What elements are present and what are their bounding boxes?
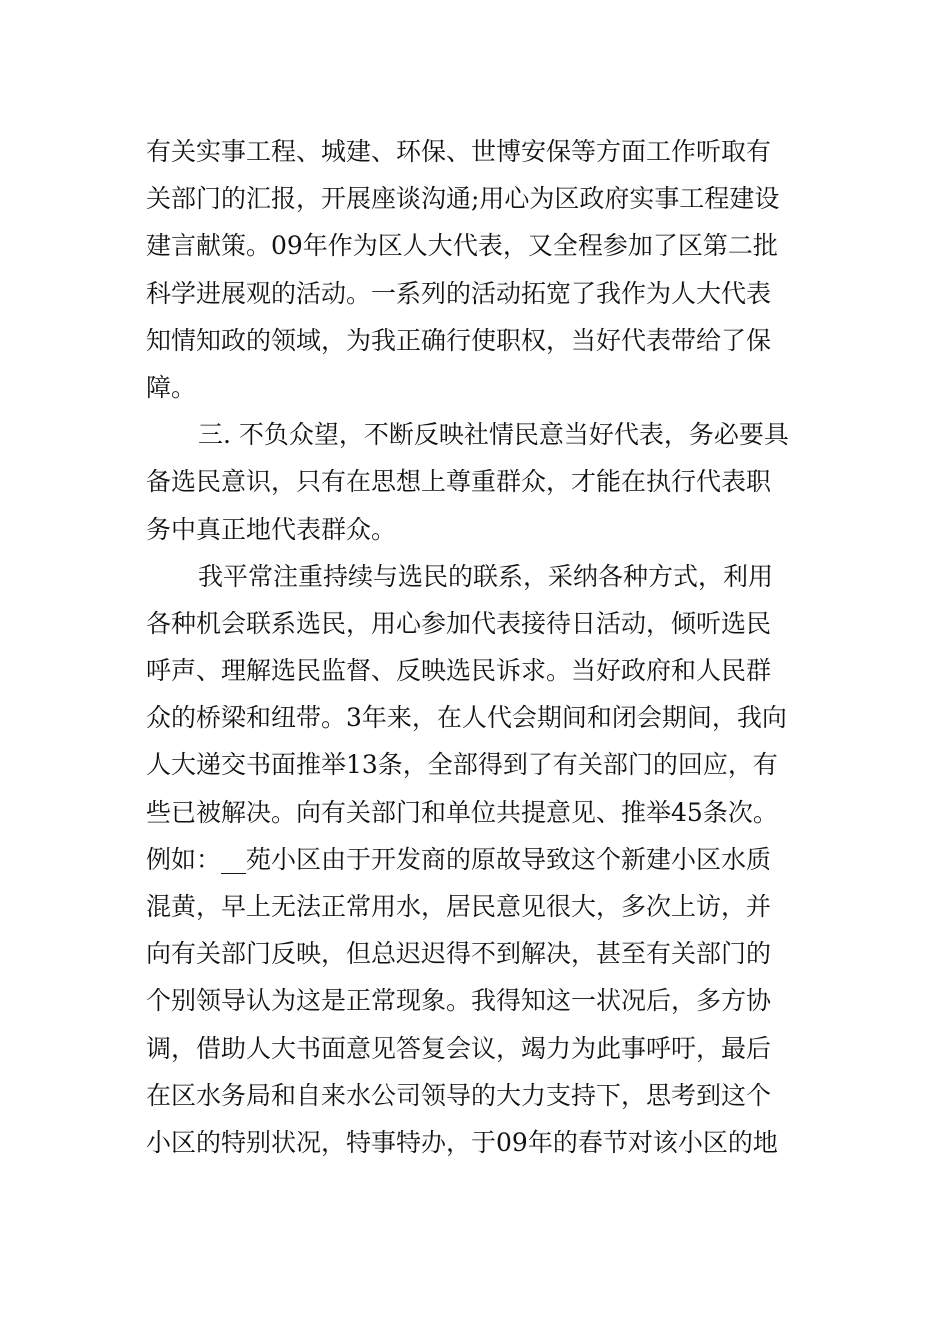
text-line: 人大递交书面推举13条，全部得到了有关部门的回应，有 <box>146 750 778 780</box>
text-line: 例如：__苑小区由于开发商的原故导致这个新建小区水质 <box>146 844 772 874</box>
text-line: 备选民意识，只有在思想上尊重群众，才能在执行代表职 <box>146 467 772 497</box>
text-line: 知情知政的领域，为我正确行使职权，当好代表带给了保 <box>146 325 772 355</box>
text-line: 建言献策。09年作为区人大代表，又全程参加了区第二批 <box>146 231 778 261</box>
text-line: 障。 <box>146 372 197 402</box>
text-line: 关部门的汇报，开展座谈沟通;用心为区政府实事工程建设 <box>146 184 780 214</box>
text-line: 调，借助人大书面意见答复会议，竭力为此事呼吁，最后 <box>146 1033 772 1063</box>
text-line: 科学进展观的活动。一系列的活动拓宽了我作为人大代表 <box>146 278 772 308</box>
text-line: 小区的特别状况，特事特办，于09年的春节对该小区的地 <box>146 1127 778 1157</box>
text-line: 向有关部门反映，但总迟迟得不到解决，甚至有关部门的 <box>146 939 772 969</box>
text-line: 各种机会联系选民，用心参加代表接待日活动，倾听选民 <box>146 608 772 638</box>
paragraph-first-line: 我平常注重持续与选民的联系，采纳各种方式，利用 <box>198 561 774 591</box>
body-text <box>146 128 806 1166</box>
text-line: 呼声、理解选民监督、反映选民诉求。当好政府和人民群 <box>146 656 772 686</box>
text-line: 个别领导认为这是正常现象。我得知这一状况后，多方协 <box>146 986 772 1016</box>
text-line: 混黄，早上无法正常用水，居民意见很大，多次上访，并 <box>146 892 772 921</box>
section-heading-line: 三. 不负众望，不断反映社情民意当好代表，务必要具 <box>198 420 789 450</box>
text-line: 众的桥梁和纽带。3年来，在人代会期间和闭会期间，我向 <box>146 703 787 733</box>
text-line: 有关实事工程、城建、环保、世博安保等方面工作听取有 <box>146 137 772 166</box>
text-line: 务中真正地代表群众。 <box>146 514 397 544</box>
text-line: 在区水务局和自来水公司领导的大力支持下，思考到这个 <box>146 1080 772 1110</box>
text-line: 些已被解决。向有关部门和单位共提意见、推举45条次。 <box>146 797 778 827</box>
